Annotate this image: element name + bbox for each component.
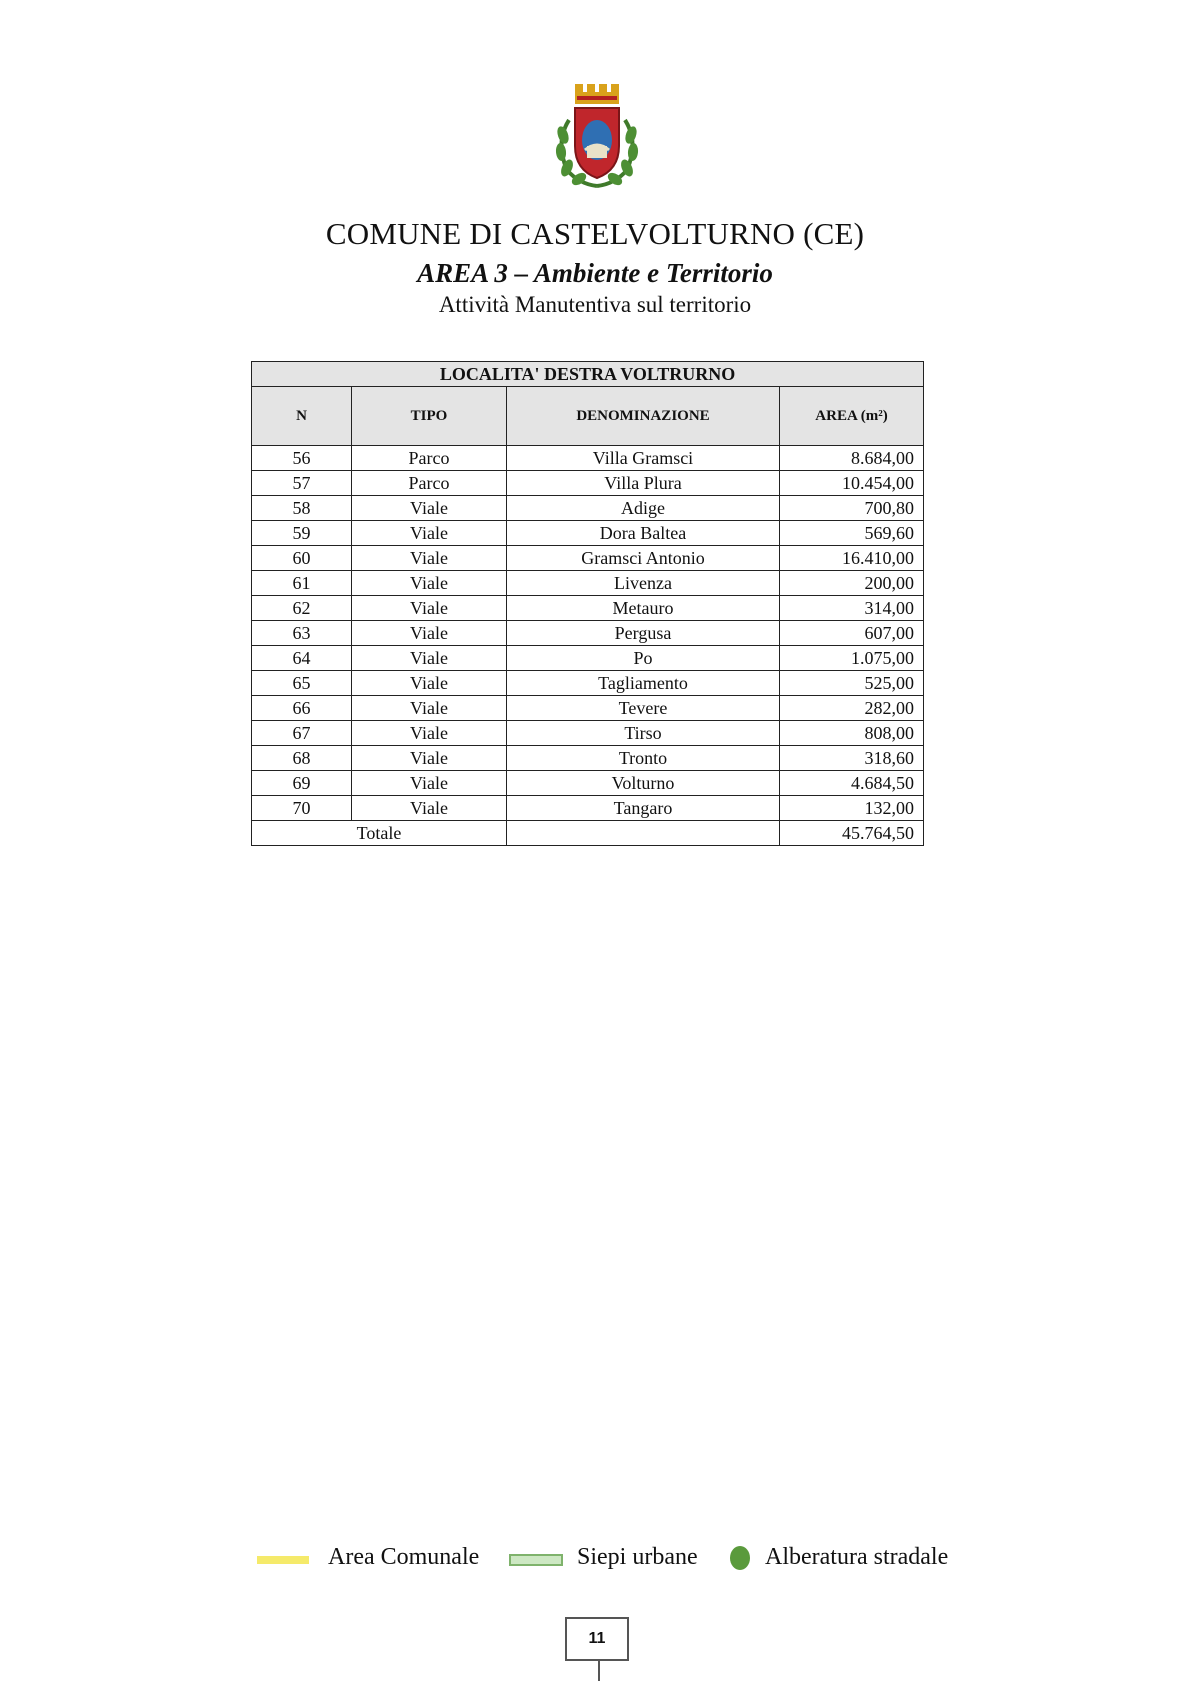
cell-denominazione: Villa Plura	[507, 471, 780, 496]
cell-denominazione: Dora Baltea	[507, 521, 780, 546]
column-header-n: N	[252, 387, 352, 446]
cell-tipo: Viale	[352, 571, 507, 596]
cell-tipo: Viale	[352, 721, 507, 746]
cell-n: 57	[252, 471, 352, 496]
cell-denominazione: Gramsci Antonio	[507, 546, 780, 571]
cell-tipo: Viale	[352, 696, 507, 721]
cell-area: 318,60	[780, 746, 924, 771]
table-row	[252, 746, 924, 771]
cell-n: 68	[252, 746, 352, 771]
cell-tipo: Parco	[352, 446, 507, 471]
total-value: 45.764,50	[780, 821, 924, 846]
areas-table	[251, 361, 924, 846]
cell-area: 4.684,50	[780, 771, 924, 796]
cell-area: 569,60	[780, 521, 924, 546]
cell-area: 8.684,00	[780, 446, 924, 471]
cell-tipo: Viale	[352, 771, 507, 796]
cell-n: 63	[252, 621, 352, 646]
total-empty-cell	[507, 821, 780, 846]
map-legend	[0, 1540, 1190, 1580]
table-row	[252, 796, 924, 821]
cell-tipo: Viale	[352, 546, 507, 571]
cell-area: 132,00	[780, 796, 924, 821]
cell-tipo: Viale	[352, 496, 507, 521]
table-row	[252, 696, 924, 721]
cell-n: 60	[252, 546, 352, 571]
cell-denominazione: Tirso	[507, 721, 780, 746]
table-row	[252, 596, 924, 621]
column-header-area: AREA (m²)	[780, 387, 924, 446]
legend-label-alberatura-stradale: Alberatura stradale	[765, 1544, 949, 1570]
cell-area: 700,80	[780, 496, 924, 521]
cell-tipo: Parco	[352, 471, 507, 496]
cell-n: 69	[252, 771, 352, 796]
column-header-tipo: TIPO	[352, 387, 507, 446]
cell-n: 59	[252, 521, 352, 546]
cell-denominazione: Po	[507, 646, 780, 671]
total-label: Totale	[252, 821, 507, 846]
cell-denominazione: Livenza	[507, 571, 780, 596]
cell-denominazione: Pergusa	[507, 621, 780, 646]
cell-tipo: Viale	[352, 746, 507, 771]
cell-n: 58	[252, 496, 352, 521]
table-row	[252, 646, 924, 671]
cell-area: 282,00	[780, 696, 924, 721]
document-title: COMUNE DI CASTELVOLTURNO (CE)	[325, 216, 865, 251]
cell-area: 808,00	[780, 721, 924, 746]
cell-area: 200,00	[780, 571, 924, 596]
cell-n: 61	[252, 571, 352, 596]
cell-n: 67	[252, 721, 352, 746]
cell-area: 1.075,00	[780, 646, 924, 671]
cell-denominazione: Villa Gramsci	[507, 446, 780, 471]
total-row	[252, 821, 924, 846]
area-comunale-swatch	[257, 1556, 309, 1564]
cell-tipo: Viale	[352, 646, 507, 671]
table-row	[252, 446, 924, 471]
cell-n: 70	[252, 796, 352, 821]
municipal-coat-of-arms-icon	[549, 80, 645, 188]
cell-denominazione: Tagliamento	[507, 671, 780, 696]
cell-denominazione: Tangaro	[507, 796, 780, 821]
table-row	[252, 471, 924, 496]
cell-tipo: Viale	[352, 596, 507, 621]
legend-label-area-comunale: Area Comunale	[328, 1544, 480, 1570]
alberatura-tree-icon	[730, 1546, 750, 1570]
cell-n: 62	[252, 596, 352, 621]
column-header-denominazione: DENOMINAZIONE	[507, 387, 780, 446]
cell-area: 607,00	[780, 621, 924, 646]
cell-area: 525,00	[780, 671, 924, 696]
page-number-tick	[598, 1661, 600, 1681]
cell-n: 65	[252, 671, 352, 696]
table-row	[252, 546, 924, 571]
activity-heading: Attività Manutentiva sul territorio	[438, 292, 752, 317]
legend-label-siepi-urbane: Siepi urbane	[577, 1544, 698, 1570]
document-subtitle: AREA 3 – Ambiente e Territorio	[417, 258, 773, 288]
cell-tipo: Viale	[352, 796, 507, 821]
table-row	[252, 621, 924, 646]
table-banner: LOCALITA' DESTRA VOLTRURNO	[252, 362, 924, 387]
cell-n: 64	[252, 646, 352, 671]
page-number: 11	[565, 1617, 629, 1661]
cell-denominazione: Tronto	[507, 746, 780, 771]
cell-area: 314,00	[780, 596, 924, 621]
cell-tipo: Viale	[352, 521, 507, 546]
cell-denominazione: Volturno	[507, 771, 780, 796]
table-row	[252, 671, 924, 696]
cell-denominazione: Adige	[507, 496, 780, 521]
table-row	[252, 496, 924, 521]
cell-denominazione: Metauro	[507, 596, 780, 621]
cell-area: 16.410,00	[780, 546, 924, 571]
cell-tipo: Viale	[352, 671, 507, 696]
cell-denominazione: Tevere	[507, 696, 780, 721]
table-row	[252, 521, 924, 546]
cell-area: 10.454,00	[780, 471, 924, 496]
cell-tipo: Viale	[352, 621, 507, 646]
siepi-urbane-swatch	[509, 1554, 563, 1566]
cell-n: 66	[252, 696, 352, 721]
table-row	[252, 771, 924, 796]
table-row	[252, 571, 924, 596]
cell-n: 56	[252, 446, 352, 471]
table-row	[252, 721, 924, 746]
